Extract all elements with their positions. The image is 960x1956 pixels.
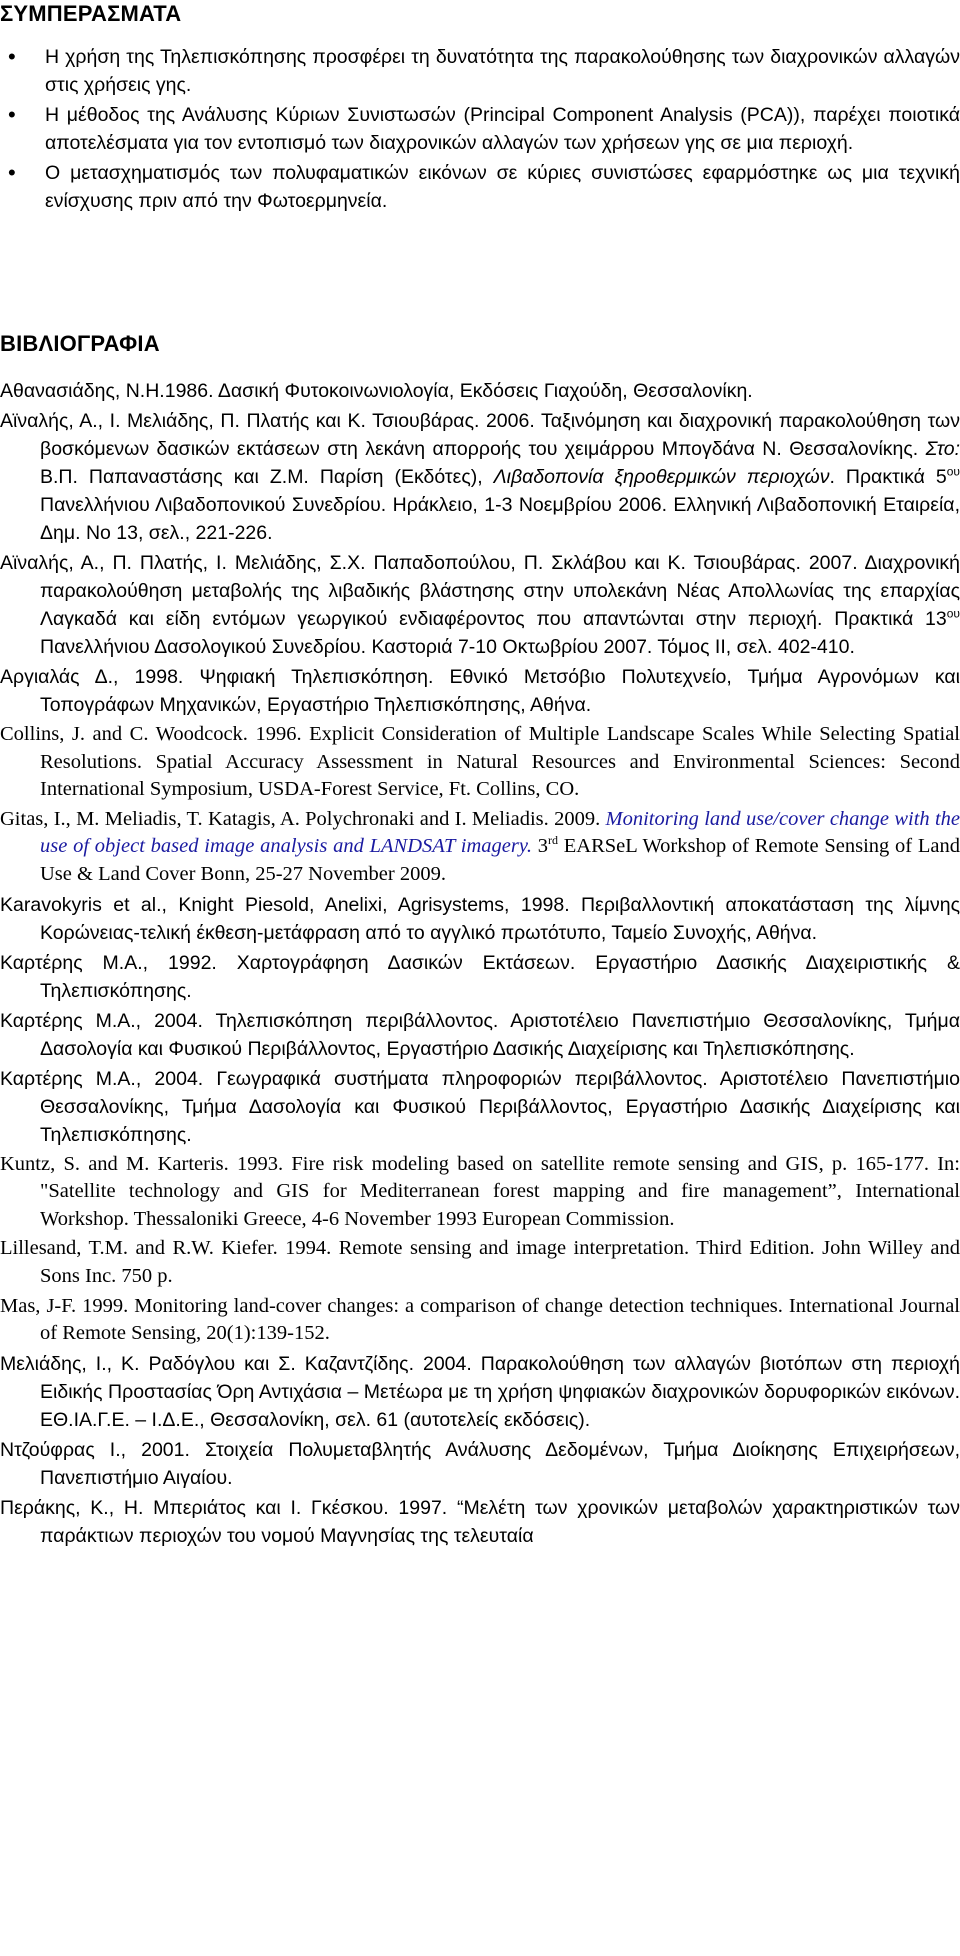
reference-entry [0, 1350, 960, 1434]
reference-text: Gitas, I., M. Meliadis, T. Katagis, A. Polychronaki and I. Meliadis. 2009. [0, 807, 601, 830]
bibliography-heading: ΒΙΒΛΙΟΓΡΑΦΙΑ [0, 331, 160, 356]
bullet-icon: • [8, 102, 16, 127]
reference-entry [0, 1151, 960, 1234]
reference-entry [0, 663, 960, 719]
reference-book-title: Λιβαδοπονία ξηροθερμικών περιοχών [493, 466, 830, 488]
reference-entry [0, 1293, 960, 1348]
reference-text: Αϊναλής, Α., Ι. Μελιάδης, Π. Πλατής και Κ. Τσιουβάρας. 2006. Ταξινόμηση και διαχρονική παρακολούθηση των βοσκόμενων δασικών εκτάσεων στη λεκάνη απορροής του χειμάρρου Μπογδάνα Ν. Θεσσαλονίκης. [0, 410, 960, 460]
reference-entry [0, 891, 960, 947]
reference-paper-title: Monitoring land use/cover change with the use of object based image analysis and LANDSAT imagery. [40, 807, 960, 858]
reference-text: Αθανασιάδης, Ν.Η.1986. Δασική Φυτοκοινωνιολογία, Εκδόσεις Γιαχούδη, Θεσσαλονίκη. [0, 380, 753, 402]
list-item [0, 43, 960, 99]
reference-text: Αργιαλάς Δ., 1998. Ψηφιακή Τηλεπισκόπηση. Εθνικό Μετσόβιο Πολυτεχνείο, Τμήμα Αγρονόμων και Τοπογράφων Μηχανικών, Εργαστήριο Τηλεπισκόπησης, Αθήνα. [0, 666, 960, 716]
reference-entry [0, 549, 960, 661]
ordinal-superscript: ου [946, 606, 960, 621]
reference-entry [0, 1007, 960, 1063]
reference-text: Μελιάδης, Ι., Κ. Ραδόγλου και Σ. Καζαντζίδης. 2004. Παρακολούθηση των αλλαγών βιοτόπων στη περιοχή Ειδικής Προστασίας Όρη Αντιχάσια – Μετέωρα με τη χρήση ψηφιακών διαχρονικών δορυφορικών εικόνων. ΕΘ.ΙΑ.Γ.Ε. – Ι.Δ.Ε., Θεσσαλονίκη, σελ. 61 (αυτοτελείς εκδόσεις). [0, 1352, 960, 1431]
reference-text: Collins, J. and C. Woodcock. 1996. Explicit Consideration of Multiple Landscape Scales While Selecting Spatial Resolutions. Spatial Accuracy Assessment in Natural Resources and Environmental Sciences: Second International Symposium, USDA-Forest Service, Ft. Collins, CO. [0, 723, 960, 801]
reference-text: Ντζούφρας Ι., 2001. Στοιχεία Πολυμεταβλητής Ανάλυσης Δεδομένων, Τμήμα Διοίκησης Επιχειρήσεων, Πανεπιστήμιο Αιγαίου. [0, 1438, 960, 1489]
ordinal-superscript: ου [946, 464, 960, 479]
reference-text: EARSeL Workshop of Remote Sensing of Land Use & Land Cover Bonn, 25-27 November 2009. [40, 835, 960, 885]
reference-entry [0, 949, 960, 1005]
reference-text: Καρτέρης Μ.Α., 1992. Χαρτογράφηση Δασικών Εκτάσεων. Εργαστήριο Δασικής Διαχειριστικής & Τηλεπισκόπησης. [0, 951, 960, 1002]
reference-text: Πανελλήνιου Λιβαδοπονικού Συνεδρίου. Ηράκλειο, 1-3 Νοεμβρίου 2006. Ελληνική Λιβαδοπονική Εταιρεία, Δημ. Νο 13, σελ., 221-226. [40, 494, 960, 544]
reference-text: Mas, J-F. 1999. Monitoring land-cover changes: a comparison of change detection techniques. International Journal of Remote Sensing, 20(1):139-152. [0, 1294, 960, 1345]
reference-text: Περάκης, Κ., Η. Μπεριάτος και Ι. Γκέσκου. 1997. “Μελέτη των χρονικών μεταβολών χαρακτηριστικών των παράκτιων περιοχών του νομού Μαγνησίας της τελευταία [0, 1496, 960, 1547]
reference-text: Καρτέρης Μ.Α., 2004. Τηλεπισκόπηση περιβάλλοντος. Αριστοτέλειο Πανεπιστήμιο Θεσσαλονίκης, Τμήμα Δασολογία και Φυσικού Περιβάλλοντος, Εργαστήριο Δασικής Διαχείρισης και Τηλεπισκόπησης. [0, 1009, 960, 1060]
reference-text: Πανελλήνιου Δασολογικού Συνεδρίου. Καστοριά 7-10 Οκτωβρίου 2007. Τόμος ΙΙ, σελ. 402-410. [40, 636, 855, 658]
ordinal-superscript: rd [548, 833, 559, 848]
conclusion-text: Ο μετασχηματισμός των πολυφαματικών εικόνων σε κύριες συνιστώσες εφαρμόστηκε ως μια τεχνική ενίσχυσης πριν από την Φωτοερμηνεία. [45, 162, 960, 212]
list-item [0, 101, 960, 157]
reference-entry [0, 407, 960, 547]
bullet-icon: • [8, 160, 16, 185]
reference-entry [0, 1494, 960, 1550]
reference-entry [0, 377, 960, 405]
reference-entry [0, 721, 960, 804]
conclusion-text: Η μέθοδος της Ανάλυσης Κύριων Συνιστωσών (Principal Component Analysis (PCA)), παρέχει ποιοτικά αποτελέσματα για τον εντοπισμό των διαχρονικών αλλαγών των χρήσεων γης σε μια περιοχή. [45, 104, 960, 154]
bullet-icon: • [8, 44, 16, 69]
reference-text: Αϊναλής, Α., Π. Πλατής, Ι. Μελιάδης, Σ.Χ. Παπαδοπούλου, Π. Σκλάβου και Κ. Τσιουβάρας. 2007. Διαχρονική παρακολούθηση μεταβολής της λιβαδικής βλάστησης στην υπολεκάνη Νέας Απολλωνίας της επαρχίας Λαγκαδά και είδη εντόμων γεωργικού ενδιαφέροντος που απαντώνται στην περιοχή. Πρακτικά 13 [0, 552, 960, 630]
reference-entry [0, 806, 960, 889]
list-item [0, 159, 960, 215]
reference-entry [0, 1235, 960, 1290]
reference-text: . Πρακτικά 5 [829, 466, 947, 488]
reference-text: Καρτέρης Μ.Α., 2004. Γεωγραφικά συστήματα πληροφοριών περιβάλλοντος. Αριστοτέλειο Πανεπιστήμιο Θεσσαλονίκης, Τμήμα Δασολογία και Φυσικού Περιβάλλοντος, Εργαστήριο Δασικής Διαχείρισης και Τηλεπισκόπησης. [0, 1067, 960, 1146]
reference-text: Lillesand, T.M. and R.W. Kiefer. 1994. Remote sensing and image interpretation. Third Edition. John Willey and Sons Inc. 750 p. [0, 1237, 960, 1287]
conclusions-heading: ΣΥΜΠΕΡΑΣΜΑΤΑ [0, 1, 182, 26]
reference-text: 3 [531, 835, 549, 858]
reference-entry [0, 1436, 960, 1492]
conclusion-text: Η χρήση της Τηλεπισκόπησης προσφέρει τη δυνατότητα της παρακολούθησης των διαχρονικών αλλαγών στις χρήσεις γης. [45, 46, 960, 96]
reference-entry [0, 1065, 960, 1149]
reference-text: Kuntz, S. and M. Karteris. 1993. Fire risk modeling based on satellite remote sensing and GIS, p. 165-177. In: "Satellite technology and GIS for Mediterranean forest mapping and fire management”, International Workshop. Thessaloniki Greece, 4-6 November 1993 European Commission. [0, 1152, 960, 1230]
reference-list [0, 377, 960, 1552]
reference-text: Β.Π. Παπαναστάσης και Ζ.Μ. Παρίση (Εκδότες), [40, 466, 483, 488]
reference-text: Karavokyris et al., Knight Piesold, Anelixi, Agrisystems, 1998. Περιβαλλοντική αποκατάσταση της λίμνης Κορώνειας-τελική έκθεση-μετάφραση από το αγγλικό πρωτότυπο, Ταμείο Συνοχής, Αθήνα. [0, 893, 960, 944]
reference-in-label: Στο: [925, 438, 960, 460]
conclusions-list [0, 43, 960, 217]
